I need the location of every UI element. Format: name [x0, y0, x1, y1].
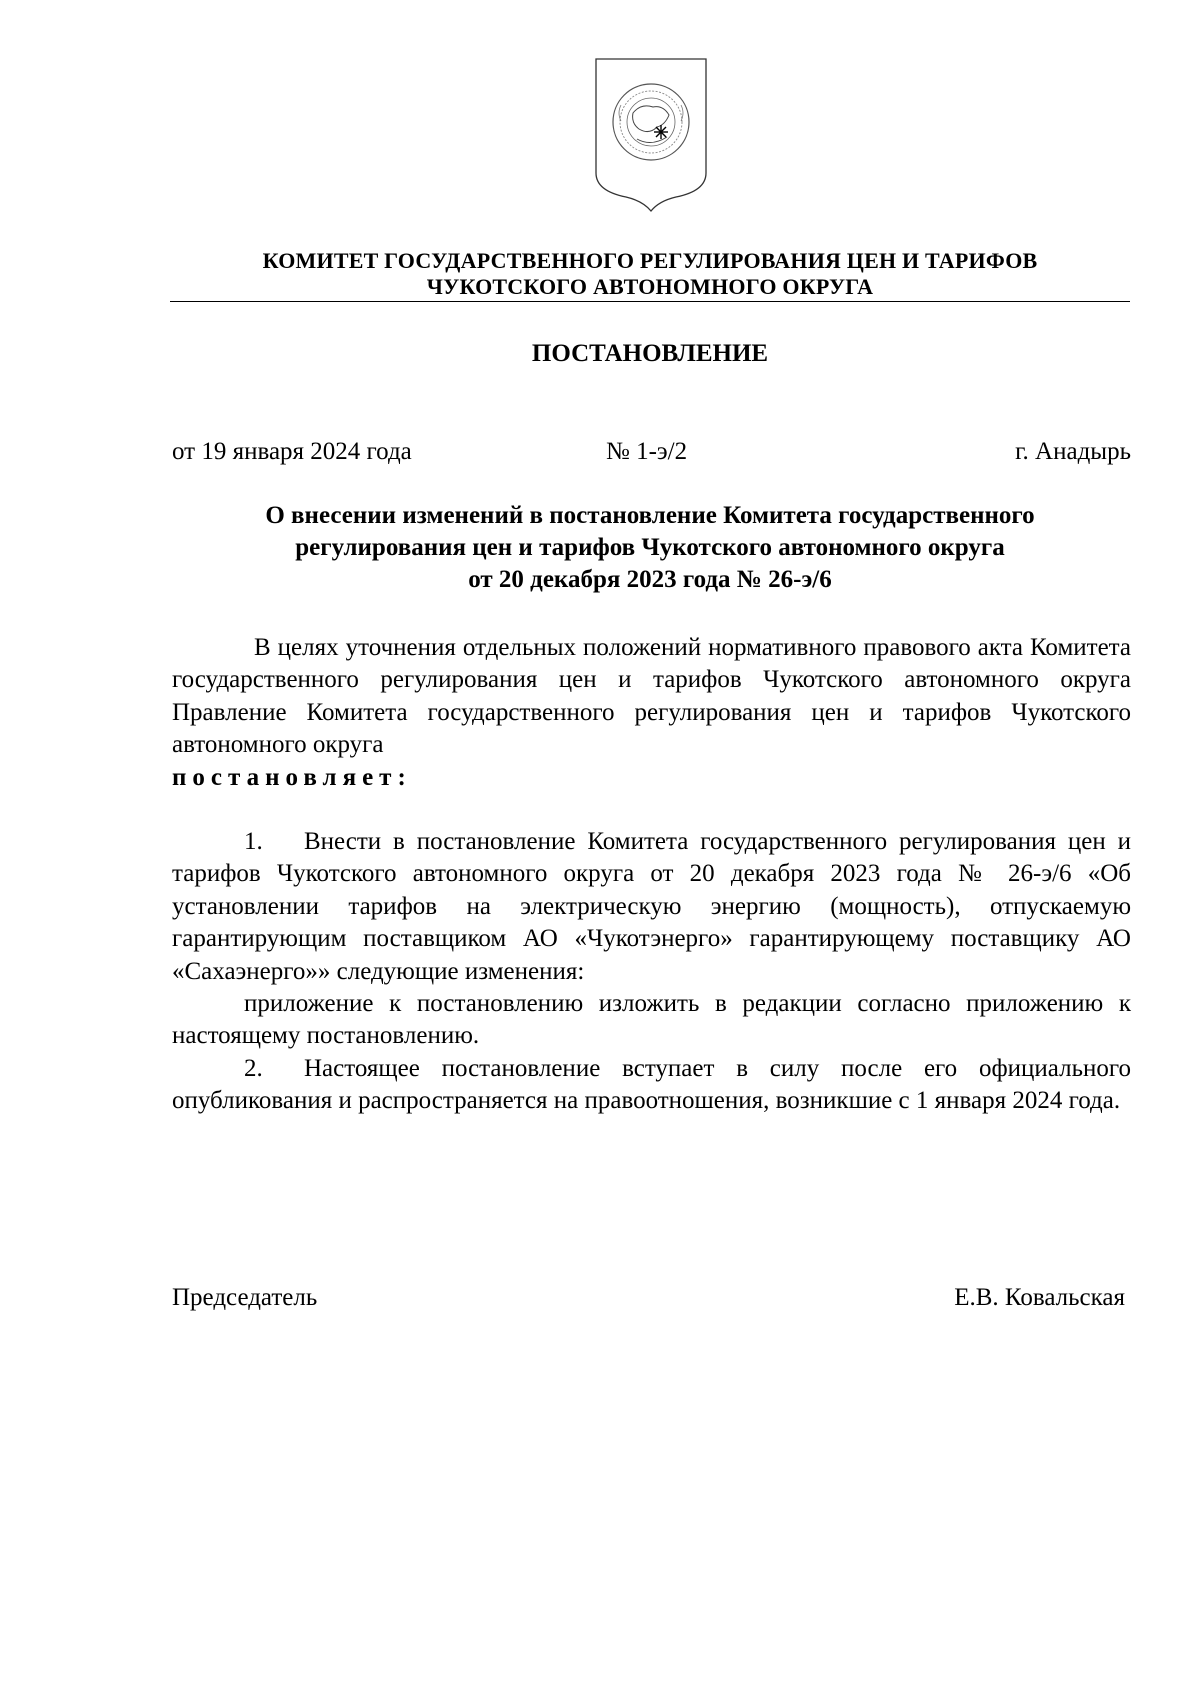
title-line-1: О внесении изменений в постановление Комитета государственного	[265, 502, 1035, 529]
document-city: г. Анадырь	[1015, 438, 1131, 465]
document-number: № 1-э/2	[606, 438, 688, 465]
document-title	[170, 500, 1130, 596]
item-number: 1.	[244, 828, 263, 855]
item-number: 2.	[244, 1054, 263, 1082]
preamble	[172, 632, 1131, 794]
coat-of-arms-emblem	[591, 55, 711, 215]
document-type: ПОСТАНОВЛЕНИЕ	[531, 340, 769, 367]
title-line-3: от 20 декабря 2023 года № 26-э/6	[468, 566, 832, 593]
resolution-item	[172, 988, 1131, 1053]
resolves-word: постановляет:	[172, 763, 412, 791]
resolution-items	[172, 826, 1131, 1118]
signatory-position: Председатель	[172, 1284, 318, 1311]
item-text: приложение к постановлению изложить в редакции согласно приложению к настоящему постановлению.	[172, 990, 1131, 1050]
item-text: Настоящее постановление вступает в силу после его официального опубликования и распространяется на правоотношения, возникшие с 1 января 2024 года.	[172, 1054, 1131, 1115]
title-line-2: регулирования цен и тарифов Чукотского автономного округа	[295, 534, 1005, 561]
preamble-text: В целях уточнения отдельных положений нормативного правового акта Комитета государственного регулирования цен и тарифов Чукотского автономного округа Правление Комитета государственного регулирования цен и тарифов Чукотского автономного округа	[172, 634, 1131, 759]
organization-name-line-2: ЧУКОТСКОГО АВТОНОМНОГО ОКРУГА	[426, 274, 874, 299]
organization-header	[170, 248, 1130, 300]
organization-name-line-1: КОМИТЕТ ГОСУДАРСТВЕННОГО РЕГУЛИРОВАНИЯ ЦЕН И ТАРИФОВ	[262, 248, 1038, 273]
signatory-name: Е.В. Ковальская	[954, 1284, 1125, 1311]
header-divider	[170, 301, 1130, 302]
document-date: от 19 января 2024 года	[172, 438, 412, 465]
resolution-item	[172, 826, 1131, 988]
item-text: Внести в постановление Комитета государственного регулирования цен и тарифов Чукотского автономного округа от 20 декабря 2023 года № 26-э/6 «Об установлении тарифов на электрическую энергию (мощность), отпускаемую гарантирующим поставщиком АО «Чукотэнерго» гарантирующему поставщику АО «Сахаэнерго»» следующие изменения:	[172, 828, 1131, 985]
resolution-item	[172, 1053, 1131, 1118]
